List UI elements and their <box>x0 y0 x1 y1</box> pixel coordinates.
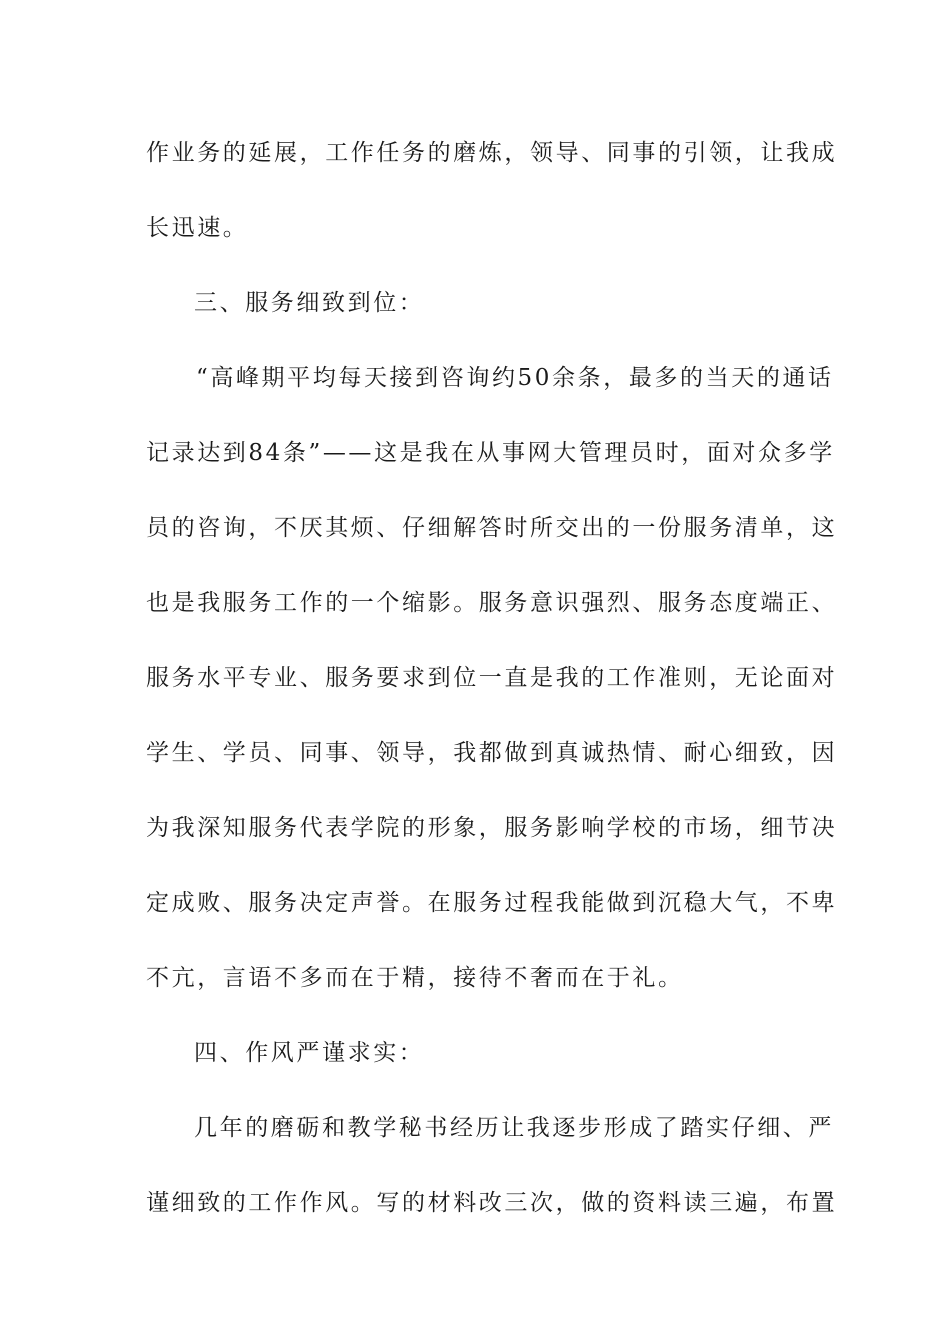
paragraph-line: 长迅速。 <box>146 215 249 241</box>
paragraph-line: 谨细致的工作作风。写的材料改三次，做的资料读三遍，布置 <box>146 1190 838 1216</box>
paragraph-line: 几年的磨砺和教学秘书经历让我逐步形成了踏实仔细、严 <box>194 1115 834 1141</box>
paragraph-line: 不亢，言语不多而在于精，接待不奢而在于礼。 <box>146 965 684 991</box>
section-heading: 四、作风严谨求实： <box>194 1040 425 1066</box>
paragraph-line: “高峰期平均每天接到咨询约50余条，最多的当天的通话 <box>196 365 834 391</box>
paragraph-line: 学生、学员、同事、领导，我都做到真诚热情、耐心细致，因 <box>146 740 838 766</box>
paragraph-line: 为我深知服务代表学院的形象，服务影响学校的市场，细节决 <box>146 815 838 841</box>
paragraph-line: 记录达到84条”——这是我在从事网大管理员时，面对众多学 <box>146 440 835 466</box>
paragraph-line: 作业务的延展，工作任务的磨炼，领导、同事的引领，让我成 <box>146 140 838 166</box>
paragraph-line: 服务水平专业、服务要求到位一直是我的工作准则，无论面对 <box>146 665 838 691</box>
paragraph-line: 员的咨询，不厌其烦、仔细解答时所交出的一份服务清单，这 <box>146 515 838 541</box>
paragraph-line: 定成败、服务决定声誉。在服务过程我能做到沉稳大气，不卑 <box>146 890 838 916</box>
section-heading: 三、服务细致到位： <box>194 290 425 316</box>
paragraph-line: 也是我服务工作的一个缩影。服务意识强烈、服务态度端正、 <box>146 590 838 616</box>
